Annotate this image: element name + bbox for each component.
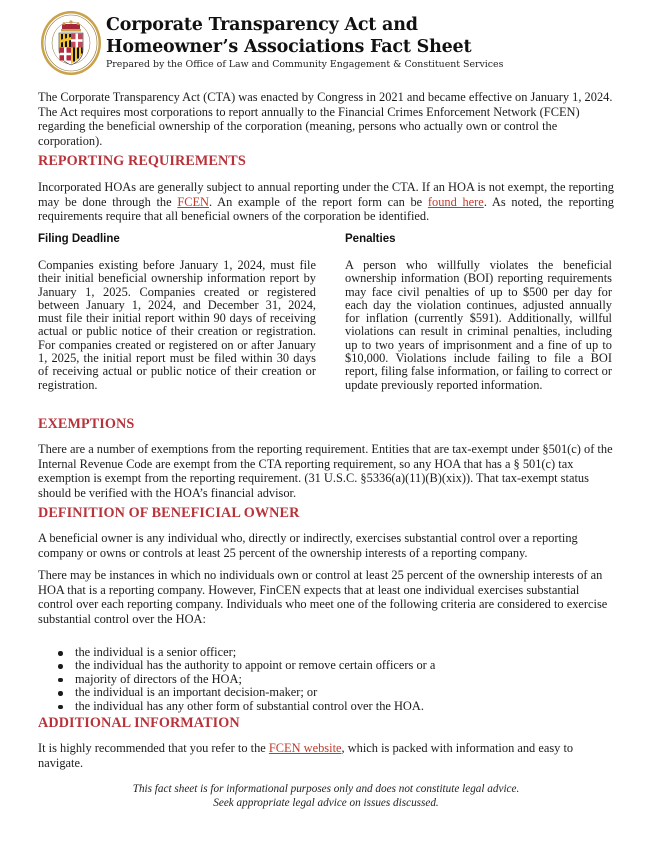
criteria-item — [38, 700, 598, 713]
penalties-text: A person who willfully violates the beneficial ownership information (BOI) reporting requirements may face civil penalties of up to $500 per day for each day the violation continues, adjusted annually for inflation (currently $591). Additionally, willful violations can result in criminal penalties, including up to two years of imprisonment and a fine of up to $10,000. Violations include failing to file a BOI report, filing false information, or failing to correct or update previously reported information. — [345, 258, 612, 392]
definition-paragraph-1: A beneficial owner is any individual who, directly or indirectly, exercises substantial control over a reporting company or owns or controls at least 25 percent of the ownership interests of a reporting company. — [38, 531, 578, 560]
criteria-item — [38, 659, 598, 672]
bullet-icon — [58, 651, 63, 656]
additional-text-b: , which is packed with information and easy to navigate. — [38, 741, 574, 770]
criteria-item — [38, 686, 598, 699]
criteria-text: the individual has the authority to appoint or remove certain officers or a — [75, 658, 436, 673]
filing-deadline-heading: Filing Deadline — [38, 233, 120, 245]
criteria-text: the individual has any other form of substantial control over the HOA. — [75, 698, 424, 713]
document-header — [40, 10, 600, 80]
fcen-website-link[interactable]: FCEN website — [268, 741, 342, 755]
additional-text-a: It is highly recommended that you refer to the — [38, 741, 269, 755]
criteria-item — [38, 646, 598, 659]
disclaimer-line-1: This fact sheet is for informational purposes only and does not constitute legal advice. — [132, 783, 520, 795]
reporting-paragraph — [38, 180, 614, 224]
bullet-icon — [58, 691, 63, 696]
bullet-icon — [58, 664, 63, 669]
criteria-text: the individual is a senior officer; — [75, 645, 237, 659]
title-line-2: Homeowner’s Associations Fact Sheet — [106, 37, 472, 57]
penalties-heading: Penalties — [345, 233, 396, 245]
criteria-list — [38, 646, 598, 713]
bullet-icon — [58, 705, 63, 710]
document-subtitle: Prepared by the Office of Law and Community Engagement & Constituent Services — [106, 59, 504, 70]
additional-paragraph — [38, 741, 614, 770]
title-line-1: Corporate Transparency Act and — [106, 15, 418, 35]
criteria-text: the individual is an important decision-maker; or — [75, 685, 318, 700]
reporting-text-c: . As noted, the reporting requirements require that all beneficial owners of the corporation be identified. — [38, 194, 614, 224]
intro-paragraph: The Corporate Transparency Act (CTA) was enacted by Congress in 2021 and became effective on January 1, 2024. The Act requires most corporations to report annually to the Financial Crimes Enforcement Network (FCEN) regarding the beneficial ownership of the corporation (meaning, persons who actually own or control the corporation). — [38, 90, 613, 148]
bullet-icon — [58, 678, 63, 683]
filing-deadline-text: Companies existing before January 1, 2024, must file their initial beneficial ownership information report by January 1, 2025. Companies created or registered between January 1, 2024, and December 31, 2024, must file their initial report within 90 days of receiving actual or public notice of their creation or registration. For companies created or registered on or after January 1, 2025, the initial report must be filed within 30 days of receiving actual or public notice of their creation or registration. — [38, 258, 316, 392]
section-heading-definition: DEFINITION OF BENEFICIAL OWNER — [38, 505, 300, 521]
document-title — [106, 14, 471, 58]
reporting-text-b: . An example of the report form can be — [209, 194, 428, 209]
criteria-item — [38, 673, 598, 686]
disclaimer-line-2: Seek appropriate legal advice on issues discussed. — [213, 797, 439, 809]
criteria-text: majority of directors of the HOA; — [75, 671, 242, 686]
fcen-link[interactable]: FCEN — [177, 194, 209, 209]
exemptions-paragraph: There are a number of exemptions from the reporting requirement. Entities that are tax-exempt under §501(c) of the Internal Revenue Code are exempt from the CTA reporting requirement, so any HOA that has a § 501(c) tax exemption is exempt from the reporting requirement. (31 U.S.C. §5336(a)(11)(B)(xix)). That tax-exempt status should be verified with the HOA’s financial advisor. — [38, 442, 613, 500]
section-heading-additional: ADDITIONAL INFORMATION — [38, 715, 240, 731]
definition-paragraph-2: There may be instances in which no individuals own or control at least 25 percent of the ownership interests of an HOA that is a reporting company. However, FinCEN expects that at least one individual exercises substantial control over each reporting company. Individuals who meet one of the following criteria are considered to exercise substantial control over the HOA: — [38, 568, 608, 626]
section-heading-reporting: REPORTING REQUIREMENTS — [38, 153, 246, 169]
found-here-link[interactable]: found here — [427, 194, 484, 209]
section-heading-exemptions: EXEMPTIONS — [38, 416, 135, 432]
disclaimer — [38, 782, 614, 810]
reporting-text-a: Incorporated HOAs are generally subject to annual reporting under the CTA. If an HOA is not exempt, the reporting may be done through the — [38, 180, 614, 209]
county-seal-icon — [40, 10, 102, 76]
